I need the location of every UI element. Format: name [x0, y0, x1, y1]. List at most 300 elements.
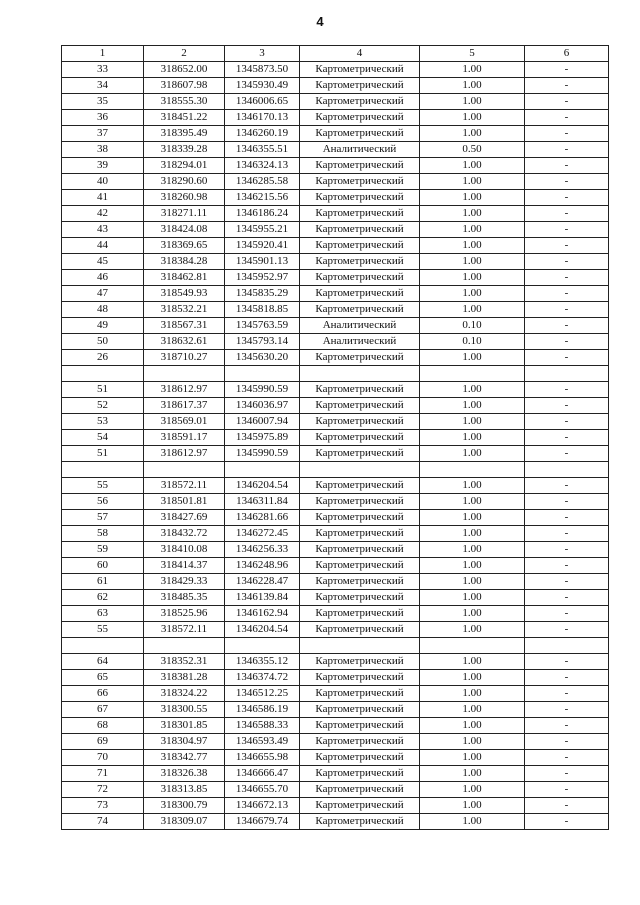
table-row [62, 622, 609, 638]
table-cell: Картометрический [300, 670, 420, 686]
table-cell: Картометрический [300, 622, 420, 638]
table-cell: - [525, 142, 609, 158]
empty-cell [62, 366, 144, 382]
table-cell: 58 [62, 526, 144, 542]
table-cell: 69 [62, 734, 144, 750]
table-row [62, 814, 609, 830]
table-cell: 1.00 [420, 510, 525, 526]
table-cell: - [525, 542, 609, 558]
table-cell: - [525, 238, 609, 254]
column-header: 5 [420, 46, 525, 62]
table-cell: 1346586.19 [225, 702, 300, 718]
empty-cell [525, 638, 609, 654]
table-cell: Картометрический [300, 478, 420, 494]
table-body [62, 62, 609, 830]
table-cell: 1.00 [420, 734, 525, 750]
table-cell: - [525, 782, 609, 798]
table-cell: 1.00 [420, 430, 525, 446]
table-cell: 318304.97 [144, 734, 225, 750]
table-row [62, 222, 609, 238]
table-cell: 318381.28 [144, 670, 225, 686]
table-cell: Картометрический [300, 78, 420, 94]
table-cell: 72 [62, 782, 144, 798]
table-cell: Картометрический [300, 782, 420, 798]
table-cell: - [525, 590, 609, 606]
table-cell: 1346588.33 [225, 718, 300, 734]
empty-cell [525, 462, 609, 478]
table-cell: 1345990.59 [225, 446, 300, 462]
table-cell: - [525, 670, 609, 686]
table-cell: 51 [62, 446, 144, 462]
table-cell: Аналитический [300, 142, 420, 158]
empty-cell [300, 638, 420, 654]
table-cell: Картометрический [300, 94, 420, 110]
table-cell: - [525, 734, 609, 750]
table-cell: Картометрический [300, 798, 420, 814]
table-cell: 318352.31 [144, 654, 225, 670]
table-cell: Картометрический [300, 494, 420, 510]
table-row [62, 382, 609, 398]
block-separator-row [62, 462, 609, 478]
table-cell: 67 [62, 702, 144, 718]
table-row [62, 94, 609, 110]
table-cell: 1.00 [420, 766, 525, 782]
table-cell: 50 [62, 334, 144, 350]
table-cell: 1.00 [420, 302, 525, 318]
table-cell: 318569.01 [144, 414, 225, 430]
table-cell: 318260.98 [144, 190, 225, 206]
table-cell: - [525, 622, 609, 638]
empty-cell [420, 462, 525, 478]
table-cell: Картометрический [300, 606, 420, 622]
table-cell: 1346311.84 [225, 494, 300, 510]
table-cell: Картометрический [300, 574, 420, 590]
table-cell: 53 [62, 414, 144, 430]
table-cell: - [525, 510, 609, 526]
table-cell: 1.00 [420, 542, 525, 558]
table-cell: 1.00 [420, 574, 525, 590]
table-cell: 26 [62, 350, 144, 366]
table-row [62, 62, 609, 78]
table-cell: 73 [62, 798, 144, 814]
table-cell: Картометрический [300, 542, 420, 558]
table-cell: 318612.97 [144, 382, 225, 398]
table-row [62, 766, 609, 782]
table-cell: 1346324.13 [225, 158, 300, 174]
table-row [62, 334, 609, 350]
table-cell: 41 [62, 190, 144, 206]
table-row [62, 414, 609, 430]
table-cell: Аналитический [300, 318, 420, 334]
table-cell: 1.00 [420, 270, 525, 286]
column-header: 1 [62, 46, 144, 62]
table-cell: 35 [62, 94, 144, 110]
table-row [62, 542, 609, 558]
table-cell: Картометрический [300, 446, 420, 462]
table-cell: - [525, 718, 609, 734]
table-cell: - [525, 62, 609, 78]
table-cell: - [525, 350, 609, 366]
table-row [62, 670, 609, 686]
table-cell: 318300.55 [144, 702, 225, 718]
table-cell: 1345763.59 [225, 318, 300, 334]
table-cell: 1345930.49 [225, 78, 300, 94]
table-cell: Картометрический [300, 286, 420, 302]
table-row [62, 398, 609, 414]
table-cell: Картометрический [300, 526, 420, 542]
table-cell: 1345835.29 [225, 286, 300, 302]
table-cell: 45 [62, 254, 144, 270]
table-cell: 1.00 [420, 94, 525, 110]
table-cell: 1.00 [420, 238, 525, 254]
table-row [62, 558, 609, 574]
table-cell: 64 [62, 654, 144, 670]
table-cell: 318632.61 [144, 334, 225, 350]
empty-cell [300, 462, 420, 478]
table-cell: 48 [62, 302, 144, 318]
table-cell: 318462.81 [144, 270, 225, 286]
table-cell: 44 [62, 238, 144, 254]
table-cell: 1346355.12 [225, 654, 300, 670]
empty-cell [144, 366, 225, 382]
table-cell: 318414.37 [144, 558, 225, 574]
table-cell: 1.00 [420, 622, 525, 638]
table-cell: - [525, 126, 609, 142]
table-cell: 318572.11 [144, 622, 225, 638]
table-cell: - [525, 478, 609, 494]
table-row [62, 750, 609, 766]
table-cell: 1346007.94 [225, 414, 300, 430]
table-cell: 318652.00 [144, 62, 225, 78]
table-cell: 52 [62, 398, 144, 414]
table-row [62, 526, 609, 542]
table-cell: 70 [62, 750, 144, 766]
column-header: 6 [525, 46, 609, 62]
table-cell: 49 [62, 318, 144, 334]
table-cell: Картометрический [300, 590, 420, 606]
table-cell: 1.00 [420, 494, 525, 510]
table-cell: 1.00 [420, 158, 525, 174]
table-cell: 318567.31 [144, 318, 225, 334]
table-cell: 318501.81 [144, 494, 225, 510]
table-cell: 66 [62, 686, 144, 702]
table-row [62, 590, 609, 606]
table-cell: Картометрический [300, 510, 420, 526]
block-separator-row [62, 366, 609, 382]
table-cell: 1346655.98 [225, 750, 300, 766]
empty-cell [225, 366, 300, 382]
table-cell: 1.00 [420, 350, 525, 366]
table-cell: Картометрический [300, 254, 420, 270]
table-cell: 1.00 [420, 254, 525, 270]
table-cell: 1.00 [420, 286, 525, 302]
table-cell: - [525, 206, 609, 222]
table-cell: Картометрический [300, 750, 420, 766]
table-cell: 1.00 [420, 782, 525, 798]
table-cell: 38 [62, 142, 144, 158]
table-cell: 1346672.13 [225, 798, 300, 814]
table-cell: Картометрический [300, 766, 420, 782]
table-row [62, 238, 609, 254]
table-cell: 1346248.96 [225, 558, 300, 574]
table-cell: 318607.98 [144, 78, 225, 94]
table-cell: 1346215.56 [225, 190, 300, 206]
empty-cell [144, 638, 225, 654]
table-cell: 1346355.51 [225, 142, 300, 158]
table-cell: 318555.30 [144, 94, 225, 110]
column-header: 3 [225, 46, 300, 62]
table-cell: 1.00 [420, 78, 525, 94]
table-cell: Аналитический [300, 334, 420, 350]
table-row [62, 110, 609, 126]
table-cell: Картометрический [300, 654, 420, 670]
table-cell: 1345873.50 [225, 62, 300, 78]
table-cell: Картометрический [300, 414, 420, 430]
table-cell: Картометрический [300, 126, 420, 142]
table-cell: 318384.28 [144, 254, 225, 270]
table-cell: - [525, 158, 609, 174]
table-cell: - [525, 190, 609, 206]
table-cell: 57 [62, 510, 144, 526]
table-cell: Картометрический [300, 350, 420, 366]
table-row [62, 798, 609, 814]
table-cell: 318342.77 [144, 750, 225, 766]
table-row [62, 782, 609, 798]
column-header: 2 [144, 46, 225, 62]
table-cell: 63 [62, 606, 144, 622]
table-row [62, 158, 609, 174]
table-cell: 1345793.14 [225, 334, 300, 350]
table-cell: Картометрический [300, 190, 420, 206]
table-cell: 1345818.85 [225, 302, 300, 318]
table-row [62, 574, 609, 590]
table-cell: - [525, 222, 609, 238]
table-cell: - [525, 254, 609, 270]
table-cell: 1.00 [420, 174, 525, 190]
table-cell: - [525, 174, 609, 190]
table-cell: 1.00 [420, 590, 525, 606]
empty-cell [525, 366, 609, 382]
table-cell: 318451.22 [144, 110, 225, 126]
table-cell: 318429.33 [144, 574, 225, 590]
table-cell: - [525, 766, 609, 782]
table-cell: 1346512.25 [225, 686, 300, 702]
table-cell: 318309.07 [144, 814, 225, 830]
table-cell: 1345920.41 [225, 238, 300, 254]
table-row [62, 478, 609, 494]
table-cell: 318271.11 [144, 206, 225, 222]
table-cell: - [525, 814, 609, 830]
table-cell: 318290.60 [144, 174, 225, 190]
table-cell: 1.00 [420, 718, 525, 734]
empty-cell [225, 462, 300, 478]
table-row [62, 254, 609, 270]
table-cell: 1.00 [420, 126, 525, 142]
table-cell: - [525, 526, 609, 542]
table-cell: 1346374.72 [225, 670, 300, 686]
table-cell: Картометрический [300, 222, 420, 238]
table-cell: - [525, 494, 609, 510]
table-cell: 1346204.54 [225, 622, 300, 638]
table-cell: Картометрический [300, 702, 420, 718]
table-cell: 1.00 [420, 382, 525, 398]
table-cell: 0.10 [420, 318, 525, 334]
table-cell: 318395.49 [144, 126, 225, 142]
table-cell: 46 [62, 270, 144, 286]
table-cell: - [525, 110, 609, 126]
table-cell: 1.00 [420, 750, 525, 766]
table-cell: 1346186.24 [225, 206, 300, 222]
table-cell: 1.00 [420, 670, 525, 686]
table-cell: 318710.27 [144, 350, 225, 366]
table-cell: Картометрический [300, 174, 420, 190]
table-row [62, 126, 609, 142]
table-cell: 51 [62, 382, 144, 398]
table-cell: 1.00 [420, 654, 525, 670]
table-cell: 1345952.97 [225, 270, 300, 286]
table-cell: 318612.97 [144, 446, 225, 462]
table-cell: 1.00 [420, 446, 525, 462]
table-cell: 1.00 [420, 686, 525, 702]
table-cell: Картометрический [300, 62, 420, 78]
table-cell: 1346036.97 [225, 398, 300, 414]
table-cell: 1346593.49 [225, 734, 300, 750]
table-cell: 1346272.45 [225, 526, 300, 542]
table-cell: 318525.96 [144, 606, 225, 622]
table-cell: Картометрический [300, 158, 420, 174]
table-cell: 318339.28 [144, 142, 225, 158]
table-cell: 1346162.94 [225, 606, 300, 622]
table-cell: 68 [62, 718, 144, 734]
table-cell: - [525, 78, 609, 94]
table-cell: - [525, 302, 609, 318]
empty-cell [144, 462, 225, 478]
table-cell: - [525, 606, 609, 622]
table-row [62, 718, 609, 734]
table-cell: 1346666.47 [225, 766, 300, 782]
table-cell: 318313.85 [144, 782, 225, 798]
table-cell: 34 [62, 78, 144, 94]
table-cell: 1.00 [420, 606, 525, 622]
table-cell: 1345630.20 [225, 350, 300, 366]
table-row [62, 510, 609, 526]
coordinates-table [61, 45, 609, 830]
table-cell: 318572.11 [144, 478, 225, 494]
table-cell: 318549.93 [144, 286, 225, 302]
empty-cell [420, 638, 525, 654]
table-cell: Картометрический [300, 302, 420, 318]
table-cell: 1.00 [420, 398, 525, 414]
table-cell: Картометрический [300, 718, 420, 734]
empty-cell [62, 462, 144, 478]
table-row [62, 494, 609, 510]
table-cell: 0.10 [420, 334, 525, 350]
empty-cell [420, 366, 525, 382]
table-cell: 1.00 [420, 62, 525, 78]
table-row [62, 350, 609, 366]
table-cell: - [525, 318, 609, 334]
table-cell: 1.00 [420, 222, 525, 238]
table-row [62, 270, 609, 286]
table-cell: 1.00 [420, 110, 525, 126]
table-cell: 318427.69 [144, 510, 225, 526]
empty-cell [300, 366, 420, 382]
table-cell: Картометрический [300, 270, 420, 286]
table-cell: - [525, 654, 609, 670]
table-cell: 1346006.65 [225, 94, 300, 110]
empty-cell [62, 638, 144, 654]
table-cell: 33 [62, 62, 144, 78]
empty-cell [225, 638, 300, 654]
table-cell: 318424.08 [144, 222, 225, 238]
table-cell: 47 [62, 286, 144, 302]
table-cell: 54 [62, 430, 144, 446]
table-cell: - [525, 558, 609, 574]
table-cell: 1346260.19 [225, 126, 300, 142]
table-cell: - [525, 398, 609, 414]
table-cell: Картометрический [300, 558, 420, 574]
table-cell: - [525, 270, 609, 286]
table-row [62, 190, 609, 206]
table-cell: 39 [62, 158, 144, 174]
table-row [62, 174, 609, 190]
table-cell: - [525, 334, 609, 350]
table-cell: 1345901.13 [225, 254, 300, 270]
table-cell: 0.50 [420, 142, 525, 158]
table-cell: 40 [62, 174, 144, 190]
table-cell: 1346655.70 [225, 782, 300, 798]
block-separator-row [62, 638, 609, 654]
table-cell: 1346170.13 [225, 110, 300, 126]
table-cell: 1346679.74 [225, 814, 300, 830]
table-cell: Картометрический [300, 110, 420, 126]
table-cell: - [525, 94, 609, 110]
table-row [62, 206, 609, 222]
table-row [62, 302, 609, 318]
table-cell: 1345955.21 [225, 222, 300, 238]
table-cell: 1346285.58 [225, 174, 300, 190]
table-cell: 65 [62, 670, 144, 686]
table-cell: 1346281.66 [225, 510, 300, 526]
table-cell: - [525, 286, 609, 302]
table-cell: Картометрический [300, 734, 420, 750]
table-cell: 318432.72 [144, 526, 225, 542]
table-cell: - [525, 414, 609, 430]
table-cell: 37 [62, 126, 144, 142]
table-cell: 43 [62, 222, 144, 238]
table-cell: 62 [62, 590, 144, 606]
table-row [62, 318, 609, 334]
table-cell: - [525, 750, 609, 766]
table-cell: 1.00 [420, 814, 525, 830]
table-cell: 1.00 [420, 526, 525, 542]
table-cell: - [525, 574, 609, 590]
page-number: 4 [316, 14, 324, 29]
table-cell: Картометрический [300, 686, 420, 702]
table-cell: 1346204.54 [225, 478, 300, 494]
table-cell: 1.00 [420, 190, 525, 206]
table-cell: 318591.17 [144, 430, 225, 446]
table-row [62, 702, 609, 718]
table-cell: 1.00 [420, 206, 525, 222]
table-cell: 60 [62, 558, 144, 574]
table-row [62, 78, 609, 94]
table-cell: - [525, 430, 609, 446]
table-cell: Картометрический [300, 430, 420, 446]
table-header-row [62, 46, 609, 62]
table-cell: - [525, 686, 609, 702]
table-cell: 1346139.84 [225, 590, 300, 606]
